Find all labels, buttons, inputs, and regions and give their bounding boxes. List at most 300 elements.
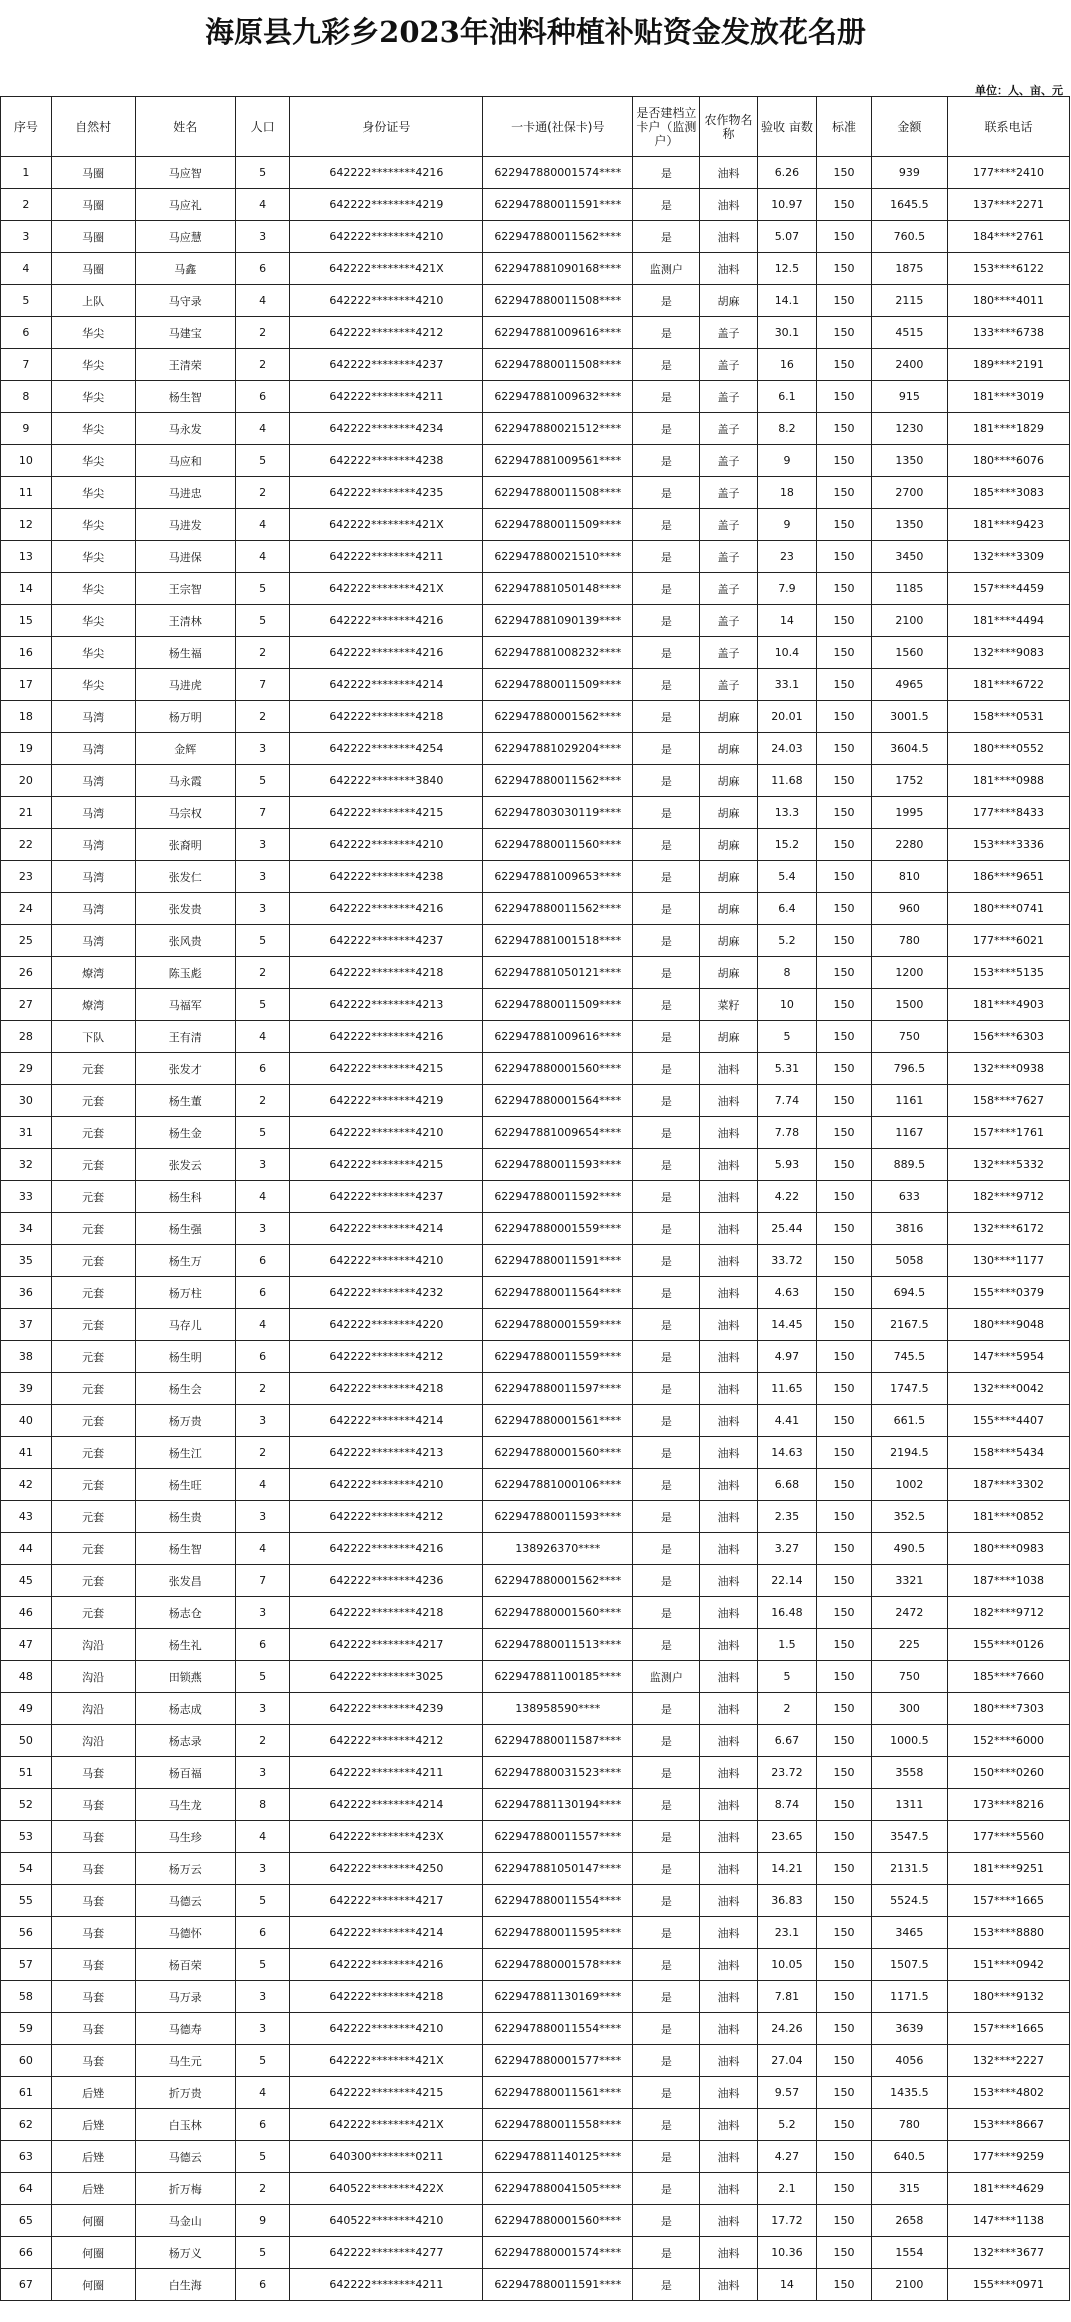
- header-col-card-number: 一卡通(社保卡)号: [483, 97, 633, 157]
- cell-col-area: 23: [757, 541, 817, 573]
- cell-col-id-number: 642222********4210: [290, 1117, 483, 1149]
- cell-col-standard: 150: [817, 1885, 872, 1917]
- cell-col-id-number: 642222********4214: [290, 1405, 483, 1437]
- cell-col-population: 4: [235, 1821, 290, 1853]
- table-row: [1, 1565, 1070, 1597]
- cell-col-phone: 182****9712: [948, 1181, 1070, 1213]
- table-body: [1, 157, 1070, 2301]
- cell-col-id-number: 642222********4216: [290, 1533, 483, 1565]
- cell-col-phone: 186****9651: [948, 861, 1070, 893]
- cell-col-standard: 150: [817, 413, 872, 445]
- cell-col-poverty-status: 是: [633, 669, 700, 701]
- cell-col-population: 3: [235, 1757, 290, 1789]
- cell-col-standard: 150: [817, 2109, 872, 2141]
- cell-col-amount: 750: [871, 1661, 947, 1693]
- cell-col-id-number: 642222********4216: [290, 1021, 483, 1053]
- cell-col-phone: 132****2227: [948, 2045, 1070, 2077]
- cell-col-poverty-status: 是: [633, 1757, 700, 1789]
- cell-col-id-number: 642222********421X: [290, 509, 483, 541]
- cell-col-id-number: 642222********4277: [290, 2237, 483, 2269]
- cell-col-card-number: 622947880011558****: [483, 2109, 633, 2141]
- cell-col-poverty-status: 是: [633, 861, 700, 893]
- cell-col-population: 2: [235, 637, 290, 669]
- cell-col-index: 39: [1, 1373, 52, 1405]
- cell-col-amount: 3816: [871, 1213, 947, 1245]
- cell-col-village: 华尖: [51, 541, 135, 573]
- header-col-area: 验收 亩数: [757, 97, 817, 157]
- table-row: [1, 2013, 1070, 2045]
- cell-col-index: 36: [1, 1277, 52, 1309]
- cell-col-amount: 1995: [871, 797, 947, 829]
- cell-col-village: 马圈: [51, 157, 135, 189]
- cell-col-crop-name: 油料: [700, 1949, 757, 1981]
- cell-col-index: 26: [1, 957, 52, 989]
- cell-col-area: 12.5: [757, 253, 817, 285]
- cell-col-id-number: 642222********4239: [290, 1693, 483, 1725]
- cell-col-standard: 150: [817, 1533, 872, 1565]
- cell-col-village: 元套: [51, 1405, 135, 1437]
- cell-col-card-number: 622947880021512****: [483, 413, 633, 445]
- cell-col-crop-name: 油料: [700, 1053, 757, 1085]
- cell-col-card-number: 622947880011508****: [483, 285, 633, 317]
- cell-col-poverty-status: 是: [633, 1213, 700, 1245]
- table-row: [1, 509, 1070, 541]
- cell-col-village: 马套: [51, 1885, 135, 1917]
- cell-col-area: 23.72: [757, 1757, 817, 1789]
- cell-col-standard: 150: [817, 637, 872, 669]
- cell-col-crop-name: 油料: [700, 157, 757, 189]
- cell-col-area: 2: [757, 1693, 817, 1725]
- cell-col-area: 11.68: [757, 765, 817, 797]
- cell-col-area: 6.26: [757, 157, 817, 189]
- cell-col-card-number: 622947880031523****: [483, 1757, 633, 1789]
- cell-col-poverty-status: 是: [633, 509, 700, 541]
- cell-col-population: 8: [235, 1789, 290, 1821]
- cell-col-id-number: 642222********4237: [290, 925, 483, 957]
- cell-col-crop-name: 胡麻: [700, 925, 757, 957]
- cell-col-index: 64: [1, 2173, 52, 2205]
- cell-col-village: 元套: [51, 1149, 135, 1181]
- cell-col-area: 5: [757, 1021, 817, 1053]
- cell-col-name: 马福军: [135, 989, 235, 1021]
- cell-col-name: 张发贵: [135, 893, 235, 925]
- cell-col-standard: 150: [817, 477, 872, 509]
- table-row: [1, 989, 1070, 1021]
- cell-col-name: 田锁燕: [135, 1661, 235, 1693]
- cell-col-name: 杨生董: [135, 1085, 235, 1117]
- cell-col-village: 下队: [51, 1021, 135, 1053]
- cell-col-village: 元套: [51, 1533, 135, 1565]
- cell-col-village: 沟沿: [51, 1693, 135, 1725]
- cell-col-index: 35: [1, 1245, 52, 1277]
- cell-col-area: 8: [757, 957, 817, 989]
- cell-col-card-number: 622947880001560****: [483, 1437, 633, 1469]
- cell-col-name: 马应慧: [135, 221, 235, 253]
- cell-col-name: 杨志成: [135, 1693, 235, 1725]
- cell-col-crop-name: 盖子: [700, 349, 757, 381]
- unit-label: 单位：人、亩、元: [975, 84, 1063, 97]
- cell-col-card-number: 622947881009616****: [483, 317, 633, 349]
- cell-col-area: 25.44: [757, 1213, 817, 1245]
- cell-col-standard: 150: [817, 381, 872, 413]
- cell-col-population: 3: [235, 1597, 290, 1629]
- cell-col-standard: 150: [817, 733, 872, 765]
- cell-col-card-number: 622947880001564****: [483, 1085, 633, 1117]
- table-row: [1, 2269, 1070, 2301]
- cell-col-id-number: 642222********421X: [290, 253, 483, 285]
- cell-col-standard: 150: [817, 989, 872, 1021]
- cell-col-id-number: 642222********4210: [290, 2013, 483, 2045]
- cell-col-village: 后矬: [51, 2173, 135, 2205]
- cell-col-name: 杨生万: [135, 1245, 235, 1277]
- cell-col-area: 5.31: [757, 1053, 817, 1085]
- cell-col-index: 10: [1, 445, 52, 477]
- cell-col-area: 5.2: [757, 925, 817, 957]
- cell-col-standard: 150: [817, 1949, 872, 1981]
- cell-col-poverty-status: 是: [633, 1341, 700, 1373]
- cell-col-population: 4: [235, 1533, 290, 1565]
- cell-col-card-number: 622947881009616****: [483, 1021, 633, 1053]
- cell-col-id-number: 642222********3840: [290, 765, 483, 797]
- cell-col-amount: 2131.5: [871, 1853, 947, 1885]
- cell-col-index: 55: [1, 1885, 52, 1917]
- cell-col-phone: 181****1829: [948, 413, 1070, 445]
- cell-col-id-number: 642222********4210: [290, 221, 483, 253]
- cell-col-id-number: 642222********4219: [290, 189, 483, 221]
- cell-col-village: 马湾: [51, 893, 135, 925]
- cell-col-phone: 181****4494: [948, 605, 1070, 637]
- cell-col-amount: 633: [871, 1181, 947, 1213]
- cell-col-population: 6: [235, 1629, 290, 1661]
- cell-col-index: 60: [1, 2045, 52, 2077]
- cell-col-population: 3: [235, 733, 290, 765]
- table-row: [1, 829, 1070, 861]
- cell-col-amount: 1167: [871, 1117, 947, 1149]
- cell-col-crop-name: 油料: [700, 2173, 757, 2205]
- cell-col-poverty-status: 是: [633, 1117, 700, 1149]
- cell-col-area: 4.22: [757, 1181, 817, 1213]
- cell-col-village: 后矬: [51, 2141, 135, 2173]
- cell-col-id-number: 642222********4216: [290, 605, 483, 637]
- cell-col-id-number: 642222********4212: [290, 1501, 483, 1533]
- cell-col-index: 48: [1, 1661, 52, 1693]
- cell-col-crop-name: 胡麻: [700, 957, 757, 989]
- cell-col-poverty-status: 是: [633, 1501, 700, 1533]
- cell-col-index: 49: [1, 1693, 52, 1725]
- cell-col-index: 30: [1, 1085, 52, 1117]
- cell-col-name: 马永发: [135, 413, 235, 445]
- cell-col-poverty-status: 是: [633, 541, 700, 573]
- cell-col-index: 66: [1, 2237, 52, 2269]
- cell-col-crop-name: 盖子: [700, 413, 757, 445]
- cell-col-phone: 158****7627: [948, 1085, 1070, 1117]
- cell-col-standard: 150: [817, 2045, 872, 2077]
- cell-col-population: 4: [235, 1181, 290, 1213]
- cell-col-name: 杨万云: [135, 1853, 235, 1885]
- cell-col-name: 杨万明: [135, 701, 235, 733]
- cell-col-area: 9: [757, 445, 817, 477]
- cell-col-standard: 150: [817, 2013, 872, 2045]
- cell-col-population: 4: [235, 1021, 290, 1053]
- table-row: [1, 2077, 1070, 2109]
- cell-col-standard: 150: [817, 893, 872, 925]
- cell-col-card-number: 622947881029204****: [483, 733, 633, 765]
- cell-col-village: 华尖: [51, 413, 135, 445]
- cell-col-crop-name: 油料: [700, 1597, 757, 1629]
- cell-col-index: 15: [1, 605, 52, 637]
- cell-col-village: 元套: [51, 1053, 135, 1085]
- cell-col-area: 18: [757, 477, 817, 509]
- cell-col-card-number: 622947880011592****: [483, 1181, 633, 1213]
- cell-col-name: 杨万义: [135, 2237, 235, 2269]
- cell-col-population: 5: [235, 445, 290, 477]
- cell-col-phone: 155****4407: [948, 1405, 1070, 1437]
- cell-col-population: 4: [235, 541, 290, 573]
- table-row: [1, 2141, 1070, 2173]
- cell-col-card-number: 622947880011561****: [483, 2077, 633, 2109]
- cell-col-card-number: 622947880001560****: [483, 2205, 633, 2237]
- page-title: 海原县九彩乡2023年油料种植补贴资金发放花名册: [205, 15, 866, 49]
- cell-col-population: 5: [235, 989, 290, 1021]
- cell-col-area: 13.3: [757, 797, 817, 829]
- cell-col-id-number: 642222********421X: [290, 2109, 483, 2141]
- cell-col-village: 沟沿: [51, 1629, 135, 1661]
- cell-col-population: 5: [235, 925, 290, 957]
- cell-col-area: 30.1: [757, 317, 817, 349]
- cell-col-population: 2: [235, 1437, 290, 1469]
- cell-col-village: 何圈: [51, 2269, 135, 2301]
- cell-col-index: 13: [1, 541, 52, 573]
- cell-col-crop-name: 油料: [700, 1341, 757, 1373]
- cell-col-card-number: 622947803030119****: [483, 797, 633, 829]
- cell-col-id-number: 642222********3025: [290, 1661, 483, 1693]
- cell-col-index: 62: [1, 2109, 52, 2141]
- cell-col-crop-name: 油料: [700, 2109, 757, 2141]
- cell-col-phone: 147****1138: [948, 2205, 1070, 2237]
- cell-col-crop-name: 油料: [700, 1309, 757, 1341]
- cell-col-name: 杨生智: [135, 381, 235, 413]
- cell-col-poverty-status: 是: [633, 797, 700, 829]
- header-col-standard: 标准: [817, 97, 872, 157]
- cell-col-crop-name: 盖子: [700, 381, 757, 413]
- cell-col-area: 6.1: [757, 381, 817, 413]
- cell-col-village: 华尖: [51, 477, 135, 509]
- cell-col-id-number: 642222********4220: [290, 1309, 483, 1341]
- cell-col-village: 马套: [51, 1757, 135, 1789]
- cell-col-village: 元套: [51, 1437, 135, 1469]
- cell-col-crop-name: 油料: [700, 2269, 757, 2301]
- cell-col-card-number: 622947881090139****: [483, 605, 633, 637]
- cell-col-phone: 173****8216: [948, 1789, 1070, 1821]
- cell-col-name: 马存儿: [135, 1309, 235, 1341]
- cell-col-amount: 2100: [871, 2269, 947, 2301]
- cell-col-index: 25: [1, 925, 52, 957]
- cell-col-name: 马应智: [135, 157, 235, 189]
- cell-col-index: 37: [1, 1309, 52, 1341]
- cell-col-amount: 3558: [871, 1757, 947, 1789]
- cell-col-amount: 490.5: [871, 1533, 947, 1565]
- cell-col-village: 华尖: [51, 317, 135, 349]
- cell-col-card-number: 622947881000106****: [483, 1469, 633, 1501]
- cell-col-poverty-status: 是: [633, 925, 700, 957]
- cell-col-phone: 153****4802: [948, 2077, 1070, 2109]
- cell-col-card-number: 622947880011559****: [483, 1341, 633, 1373]
- cell-col-crop-name: 油料: [700, 1117, 757, 1149]
- cell-col-id-number: 642222********4218: [290, 1981, 483, 2013]
- cell-col-standard: 150: [817, 1725, 872, 1757]
- cell-col-amount: 796.5: [871, 1053, 947, 1085]
- cell-col-poverty-status: 是: [633, 285, 700, 317]
- cell-col-card-number: 622947880011562****: [483, 893, 633, 925]
- cell-col-id-number: 642222********4218: [290, 957, 483, 989]
- table-row: [1, 1405, 1070, 1437]
- cell-col-standard: 150: [817, 509, 872, 541]
- table-row: [1, 797, 1070, 829]
- cell-col-crop-name: 油料: [700, 1789, 757, 1821]
- cell-col-poverty-status: 是: [633, 989, 700, 1021]
- cell-col-index: 50: [1, 1725, 52, 1757]
- cell-col-standard: 150: [817, 701, 872, 733]
- cell-col-phone: 158****0531: [948, 701, 1070, 733]
- cell-col-index: 59: [1, 2013, 52, 2045]
- cell-col-population: 5: [235, 1117, 290, 1149]
- cell-col-population: 5: [235, 573, 290, 605]
- cell-col-amount: 1507.5: [871, 1949, 947, 1981]
- cell-col-population: 2: [235, 701, 290, 733]
- cell-col-poverty-status: 是: [633, 1373, 700, 1405]
- cell-col-village: 华尖: [51, 637, 135, 669]
- cell-col-standard: 150: [817, 1213, 872, 1245]
- cell-col-index: 58: [1, 1981, 52, 2013]
- cell-col-phone: 180****9132: [948, 1981, 1070, 2013]
- cell-col-poverty-status: 是: [633, 1149, 700, 1181]
- cell-col-amount: 1875: [871, 253, 947, 285]
- cell-col-crop-name: 油料: [700, 1085, 757, 1117]
- cell-col-village: 马湾: [51, 765, 135, 797]
- cell-col-crop-name: 油料: [700, 1405, 757, 1437]
- cell-col-id-number: 642222********4218: [290, 1373, 483, 1405]
- cell-col-card-number: 622947880001560****: [483, 1053, 633, 1085]
- cell-col-id-number: 642222********4211: [290, 541, 483, 573]
- cell-col-phone: 153****8880: [948, 1917, 1070, 1949]
- cell-col-poverty-status: 是: [633, 2077, 700, 2109]
- table-row: [1, 189, 1070, 221]
- cell-col-name: 杨百福: [135, 1757, 235, 1789]
- cell-col-population: 2: [235, 477, 290, 509]
- cell-col-id-number: 642222********4250: [290, 1853, 483, 1885]
- cell-col-area: 9.57: [757, 2077, 817, 2109]
- cell-col-crop-name: 油料: [700, 253, 757, 285]
- cell-col-name: 马应礼: [135, 189, 235, 221]
- cell-col-crop-name: 油料: [700, 1821, 757, 1853]
- cell-col-area: 27.04: [757, 2045, 817, 2077]
- table-row: [1, 381, 1070, 413]
- cell-col-standard: 150: [817, 1501, 872, 1533]
- cell-col-crop-name: 油料: [700, 1245, 757, 1277]
- cell-col-phone: 180****7303: [948, 1693, 1070, 1725]
- cell-col-phone: 132****9083: [948, 637, 1070, 669]
- cell-col-population: 3: [235, 1981, 290, 2013]
- cell-col-crop-name: 菜籽: [700, 989, 757, 1021]
- cell-col-village: 燎湾: [51, 957, 135, 989]
- cell-col-card-number: 622947880001577****: [483, 2045, 633, 2077]
- cell-col-crop-name: 油料: [700, 2013, 757, 2045]
- cell-col-standard: 150: [817, 1661, 872, 1693]
- cell-col-village: 沟沿: [51, 1725, 135, 1757]
- cell-col-id-number: 642222********4218: [290, 1597, 483, 1629]
- cell-col-phone: 181****4903: [948, 989, 1070, 1021]
- cell-col-name: 马守录: [135, 285, 235, 317]
- cell-col-index: 2: [1, 189, 52, 221]
- cell-col-card-number: 622947880001559****: [483, 1213, 633, 1245]
- cell-col-population: 7: [235, 797, 290, 829]
- cell-col-card-number: 622947880011509****: [483, 989, 633, 1021]
- cell-col-name: 折万梅: [135, 2173, 235, 2205]
- cell-col-standard: 150: [817, 317, 872, 349]
- cell-col-standard: 150: [817, 157, 872, 189]
- cell-col-phone: 153****6122: [948, 253, 1070, 285]
- cell-col-standard: 150: [817, 1437, 872, 1469]
- cell-col-area: 6.4: [757, 893, 817, 925]
- cell-col-name: 杨生贵: [135, 1501, 235, 1533]
- cell-col-id-number: 642222********4214: [290, 1213, 483, 1245]
- table-row: [1, 1437, 1070, 1469]
- cell-col-village: 元套: [51, 1181, 135, 1213]
- cell-col-village: 后矬: [51, 2109, 135, 2141]
- cell-col-area: 3.27: [757, 1533, 817, 1565]
- cell-col-crop-name: 胡麻: [700, 829, 757, 861]
- cell-col-index: 52: [1, 1789, 52, 1821]
- cell-col-name: 杨百荣: [135, 1949, 235, 1981]
- cell-col-poverty-status: 是: [633, 2237, 700, 2269]
- cell-col-index: 1: [1, 157, 52, 189]
- cell-col-phone: 181****0852: [948, 1501, 1070, 1533]
- cell-col-village: 元套: [51, 1277, 135, 1309]
- cell-col-index: 19: [1, 733, 52, 765]
- cell-col-amount: 2100: [871, 605, 947, 637]
- cell-col-area: 5.07: [757, 221, 817, 253]
- cell-col-crop-name: 油料: [700, 1661, 757, 1693]
- cell-col-index: 38: [1, 1341, 52, 1373]
- cell-col-id-number: 642222********4210: [290, 1469, 483, 1501]
- cell-col-village: 马湾: [51, 733, 135, 765]
- cell-col-card-number: 622947880011560****: [483, 829, 633, 861]
- cell-col-standard: 150: [817, 1149, 872, 1181]
- cell-col-card-number: 622947880011593****: [483, 1149, 633, 1181]
- cell-col-card-number: 138926370****: [483, 1533, 633, 1565]
- cell-col-index: 43: [1, 1501, 52, 1533]
- cell-col-id-number: 642222********4215: [290, 797, 483, 829]
- cell-col-amount: 2167.5: [871, 1309, 947, 1341]
- cell-col-amount: 5058: [871, 1245, 947, 1277]
- cell-col-name: 王有清: [135, 1021, 235, 1053]
- cell-col-amount: 810: [871, 861, 947, 893]
- cell-col-card-number: 622947880021510****: [483, 541, 633, 573]
- cell-col-index: 40: [1, 1405, 52, 1437]
- cell-col-crop-name: 油料: [700, 1917, 757, 1949]
- cell-col-crop-name: 胡麻: [700, 1021, 757, 1053]
- cell-col-phone: 181****0988: [948, 765, 1070, 797]
- cell-col-crop-name: 油料: [700, 1629, 757, 1661]
- cell-col-phone: 182****9712: [948, 1597, 1070, 1629]
- cell-col-crop-name: 盖子: [700, 669, 757, 701]
- table-row: [1, 701, 1070, 733]
- cell-col-village: 元套: [51, 1117, 135, 1149]
- cell-col-phone: 155****0971: [948, 2269, 1070, 2301]
- cell-col-amount: 4515: [871, 317, 947, 349]
- cell-col-card-number: 622947881009632****: [483, 381, 633, 413]
- table-row: [1, 445, 1070, 477]
